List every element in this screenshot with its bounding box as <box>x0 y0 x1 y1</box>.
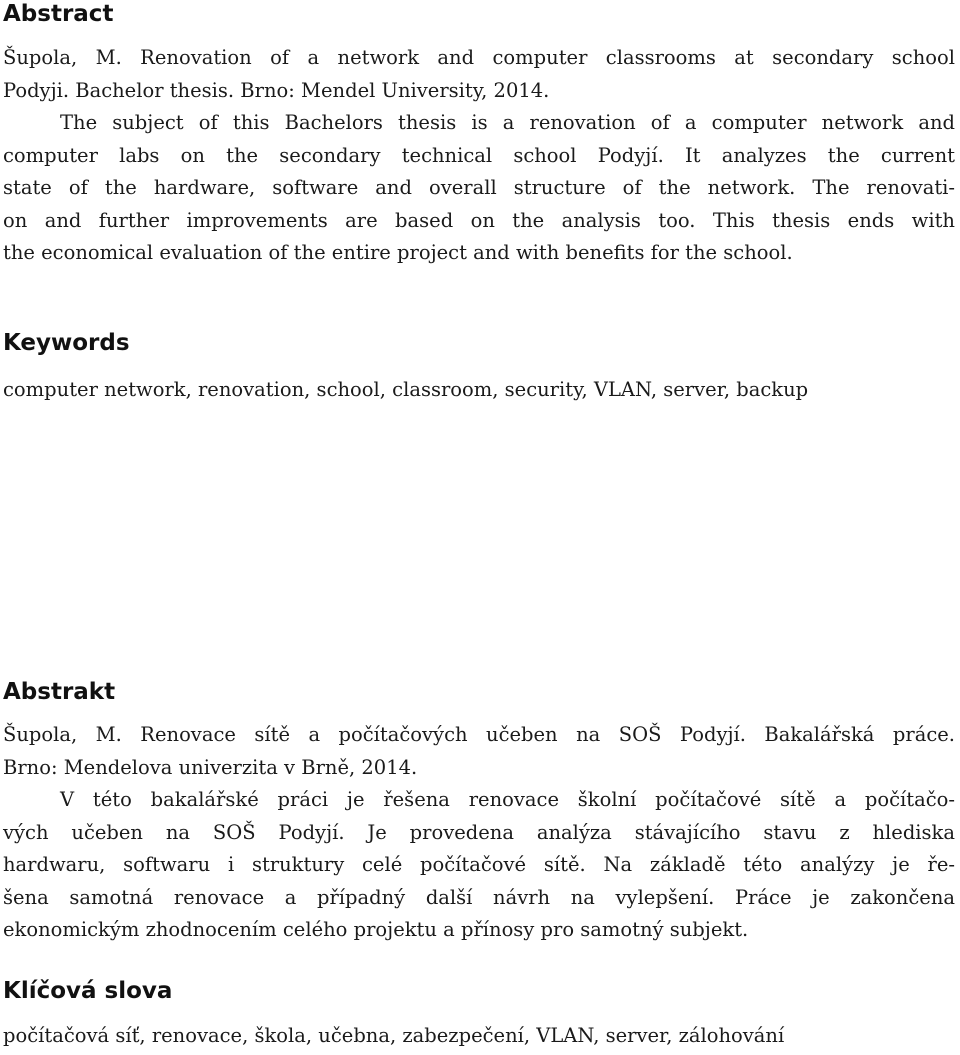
citation-line: Podyji. Bachelor thesis. Brno: Mendel University, 2014. <box>3 78 550 102</box>
keywords-heading: Keywords <box>3 330 130 356</box>
keywords-line: počítačová síť, renovace, škola, učebna, zabezpečení, VLAN, server, zálohování <box>3 1024 785 1047</box>
abstrakt-paragraph <box>3 719 955 947</box>
abstrakt-heading: Abstrakt <box>3 679 116 705</box>
body-line: šena samotná renovace a případný další návrh na vylepšení. Práce je zakončena <box>3 885 955 909</box>
klicova-slova-heading: Klíčová slova <box>3 978 173 1004</box>
body-line: V této bakalářské práci je řešena renovace školní počítačové sítě a počítačo- <box>60 788 955 811</box>
body-line: ekonomickým zhodnocením celého projektu a přínosy pro samotný subjekt. <box>3 918 749 941</box>
body-line: the economical evaluation of the entire project and with benefits for the school. <box>3 241 793 264</box>
body-line: state of the hardware, software and overall structure of the network. The renovati- <box>3 176 955 199</box>
citation-line: Brno: Mendelova univerzita v Brně, 2014. <box>3 755 418 779</box>
body-line: on and further improvements are based on the analysis too. This thesis ends with <box>3 208 955 232</box>
body-line: vých učeben na SOŠ Podyjí. Je provedena analýza stávajícího stavu z hlediska <box>3 820 955 844</box>
keywords-line: computer network, renovation, school, classroom, security, VLAN, server, backup <box>3 378 809 401</box>
klicova-slova-text <box>3 1020 955 1053</box>
body-line: computer labs on the secondary technical school Podyjí. It analyzes the current <box>3 143 955 167</box>
abstract-paragraph <box>3 42 955 270</box>
citation-line: Šupola, M. Renovace sítě a počítačových učeben na SOŠ Podyjí. Bakalářská práce. <box>3 723 955 746</box>
keywords-text <box>3 374 955 407</box>
citation-line: Šupola, M. Renovation of a network and computer classrooms at secondary school <box>3 46 955 69</box>
abstract-heading: Abstract <box>3 1 114 27</box>
body-line: hardwaru, softwaru i struktury celé počítačové sítě. Na základě této analýzy je ře- <box>3 853 955 876</box>
body-line: The subject of this Bachelors thesis is a renovation of a computer network and <box>60 111 955 134</box>
